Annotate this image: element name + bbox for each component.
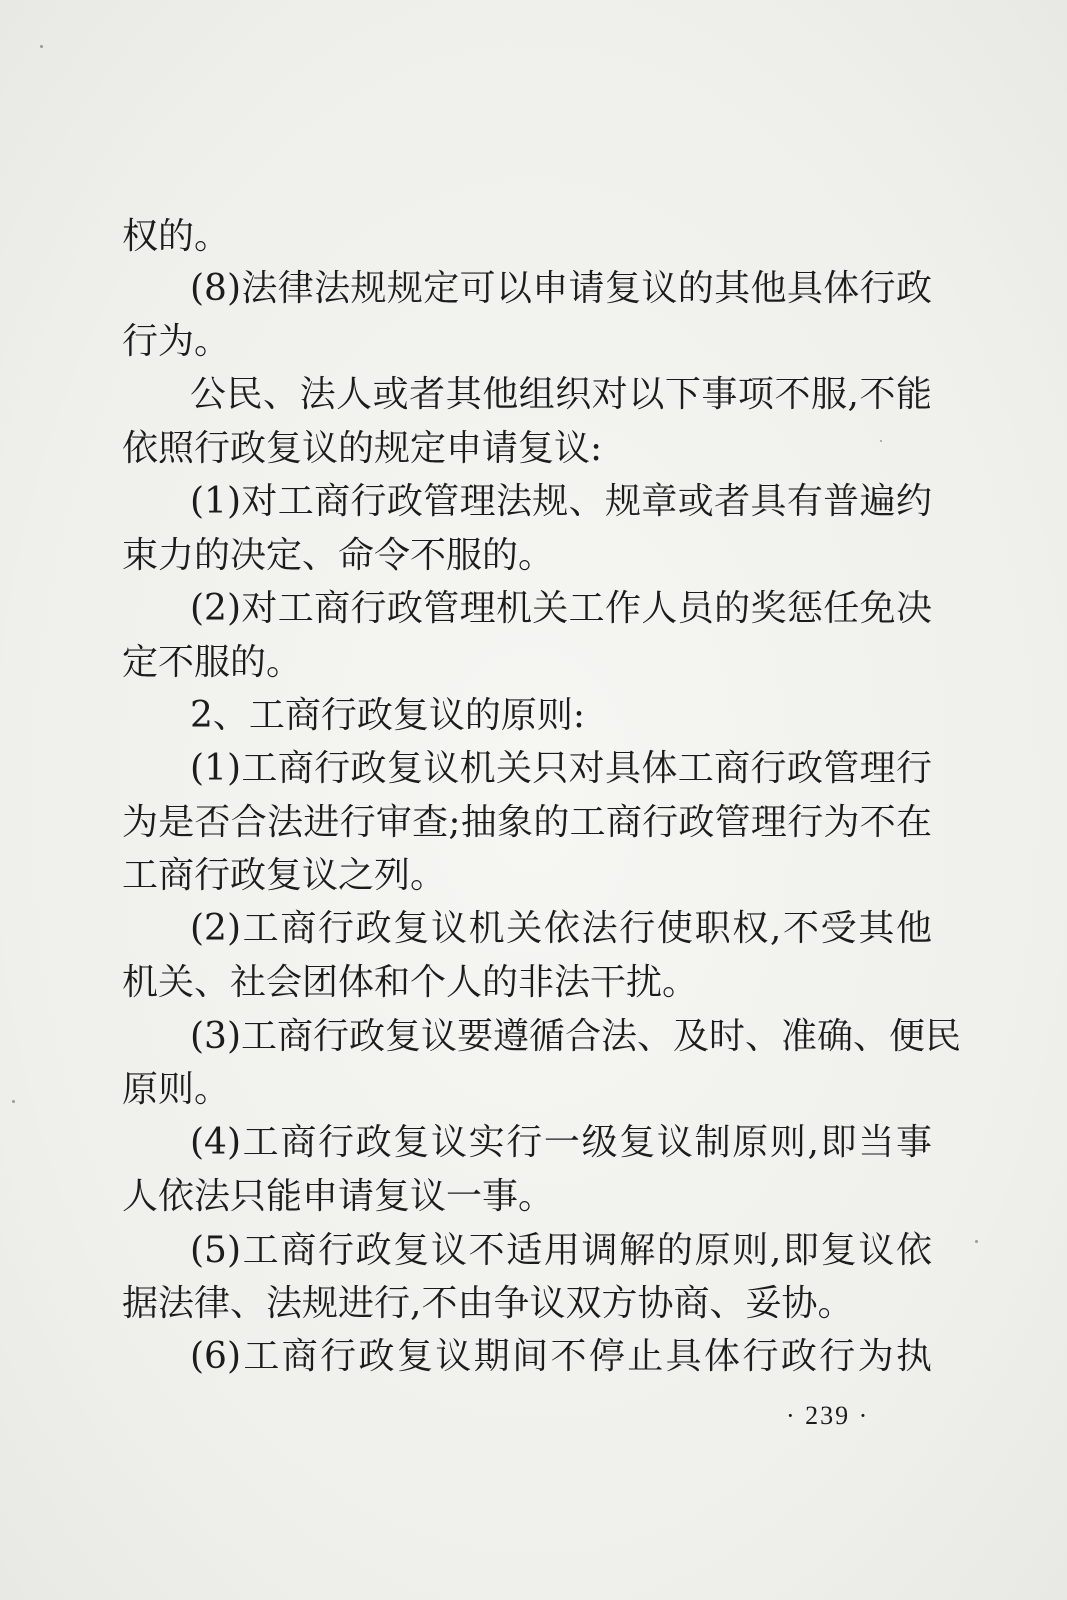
text-line: (2)对工商行政管理机关工作人员的奖惩任免决 — [190, 588, 932, 629]
text-line: (6)工商行政复议期间不停止具体行政行为执 — [190, 1336, 932, 1377]
text-line: 机关、社会团体和个人的非法干扰。 — [122, 962, 699, 1003]
page-number: · 239 · — [786, 1401, 870, 1430]
text-line: 人依法只能申请复议一事。 — [122, 1176, 555, 1217]
text-line: 依照行政复议的规定申请复议: — [122, 428, 603, 469]
text-line: 工商行政复议之列。 — [122, 855, 447, 896]
text-line: 据法律、法规进行,不由争议双方协商、妥协。 — [122, 1283, 854, 1324]
section-heading: 2、工商行政复议的原则: — [190, 695, 586, 736]
text-line: (3)工商行政复议要遵循合法、及时、准确、便民 — [190, 1016, 961, 1057]
text-line: (8)法律法规规定可以申请复议的其他具体行政 — [190, 268, 932, 309]
text-line: 束力的决定、命令不服的。 — [122, 535, 555, 576]
text-line: 公民、法人或者其他组织对以下事项不服,不能 — [190, 374, 932, 415]
text-line: (2)工商行政复议机关依法行使职权,不受其他 — [190, 908, 932, 949]
text-line: 行为。 — [122, 321, 231, 362]
text-line: 为是否合法进行审查;抽象的工商行政管理行为不在 — [122, 802, 932, 843]
text-line: (1)对工商行政管理法规、规章或者具有普遍约 — [190, 481, 932, 522]
text-line: (1)工商行政复议机关只对具体工商行政管理行 — [190, 748, 932, 789]
text-line: 原则。 — [122, 1069, 231, 1110]
text-line: (5)工商行政复议不适用调解的原则,即复议依 — [190, 1230, 932, 1271]
text-line: (4)工商行政复议实行一级复议制原则,即当事 — [190, 1122, 932, 1163]
text-line: 定不服的。 — [122, 642, 303, 683]
text-line: 权的。 — [122, 216, 231, 257]
